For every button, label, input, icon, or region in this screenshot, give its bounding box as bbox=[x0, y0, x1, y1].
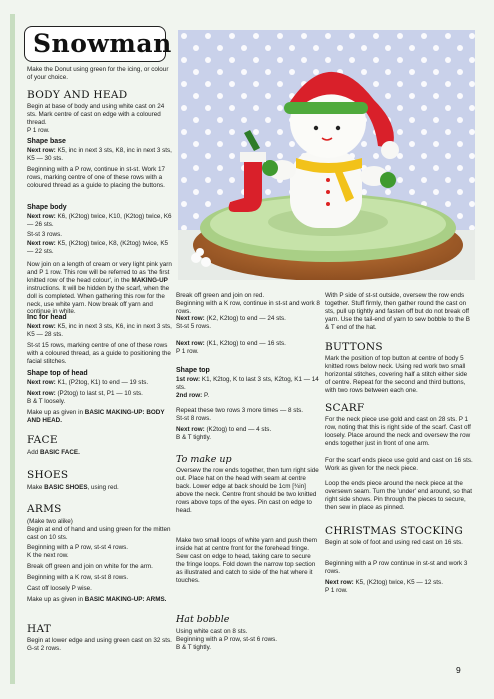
heading-body-and-head: BODY AND HEAD bbox=[27, 89, 128, 101]
heading-face: FACE bbox=[27, 434, 58, 446]
paragraph: Repeat these two rows 3 more times — 8 sts. St-st 8 rows. bbox=[176, 407, 304, 422]
paragraph: Loop the ends piece around the neck piece at the oversewn seam. Turn the 'under' end around, so that right side shows. Pin through the pieces to secure, then sew in place as pinned. bbox=[325, 480, 472, 511]
instruction-row: Next row: K1, (P2tog, K1) to end — 19 sts. bbox=[27, 379, 149, 386]
instruction-row: Next row: (K2tog) to end — 4 sts. B & T tightly. bbox=[176, 426, 272, 441]
heading-hat: HAT bbox=[27, 623, 52, 635]
paragraph: With P side of st-st outside, oversew the row ends together. Stuff firmly, then gather round the cast on sts, pull up tightly and fasten off but do not break off yarn. Use the tail-end of yarn to sew bobble to the B & T end of the hat. bbox=[325, 292, 470, 331]
title-box bbox=[24, 26, 172, 62]
heading-buttons: BUTTONS bbox=[325, 341, 383, 353]
heading-scarf: SCARF bbox=[325, 402, 365, 414]
paragraph: St-st 15 rows, marking centre of one of these rows with a coloured thread, as a guide to positioning the facial stitches. bbox=[27, 342, 171, 365]
instruction-row: Next row: K6, (K2tog) twice, K10, (K2tog) twice, K6 — 26 sts. bbox=[27, 213, 172, 228]
paragraph: Oversew the row ends together, then turn right side out. Place hat on the head with seam at centre back. Lower edge at back should be 1cm [¾in] above the neck. Centre front should be two knitted rows above tops of the eyes. Pin cast on edge to head. bbox=[176, 467, 319, 514]
instruction-row: Next row: (K2, K2tog) to end — 24 sts. St-st 5 rows. bbox=[176, 315, 286, 330]
paragraph: Beginning with a P row continue in st-st and work 3 rows. bbox=[325, 560, 468, 575]
subheading-shape-top: Shape top bbox=[176, 367, 210, 374]
paragraph: Cast off loosely P wise. bbox=[27, 585, 92, 592]
paragraph: Now join on a length of cream or very light pink yarn and P 1 row. This row will be referred to as 'the first knitted row of the head colour', in the MAKING-UP instructions. It will be hidden by the scarf, when the doll is completed. When gathering this row for the neck, use white yarn. Now break off yarn and continue in white. bbox=[27, 261, 172, 316]
paragraph: Make up as given in BASIC MAKING-UP: BODY AND HEAD. bbox=[27, 409, 165, 424]
instruction-row: 1st row: K1, K2tog, K to last 3 sts, K2tog, K1 — 14 sts. 2nd row: P. bbox=[176, 376, 319, 399]
page-frame-border bbox=[10, 14, 15, 684]
paragraph: Make two small loops of white yarn and push them inside hat at centre front for the forehead fringe. Sew cast on edge to head, taking care to secure the fringe loops. Fold down the narrow top section as illustrated and catch to side of the hat where it touches. bbox=[176, 537, 318, 584]
subheading-shape-body: Shape body bbox=[27, 204, 67, 211]
paragraph: For the neck piece use gold and cast on 28 sts. P 1 row, noting that this is right side of the scarf. Cast off loosely. Place around the neck and oversew the row ends together just in front of one arm. bbox=[325, 416, 471, 447]
snowman-illustration bbox=[178, 30, 475, 280]
intro-text: Make the Donut using green for the icing, or colour of your choice. bbox=[27, 66, 169, 81]
heading-hat-bobble: Hat bobble bbox=[176, 614, 230, 625]
instruction-row: Next row: (P2tog) to last st, P1 — 10 sts. B & T loosely. bbox=[27, 390, 143, 405]
heading-arms: ARMS bbox=[27, 503, 62, 515]
heading-shoes: SHOES bbox=[27, 469, 69, 481]
paragraph: Break off green and join on white for the arm. bbox=[27, 563, 153, 570]
instruction-row: Next row: K5, inc in next 3 sts, K6, inc in next 3 sts, K5 — 28 sts. bbox=[27, 323, 172, 338]
paragraph: For the scarf ends piece use gold and cast on 16 sts. Work as given for the neck piece. bbox=[325, 457, 473, 472]
paragraph: Beginning with a P row, st-st 4 rows. K the next row. bbox=[27, 544, 129, 559]
instruction-row: Next row: K5, inc in next 3 sts, K8, inc in next 3 sts, K5 — 30 sts. bbox=[27, 147, 172, 162]
paragraph: Begin at sole of foot and using red cast on 16 sts. bbox=[325, 539, 463, 546]
instruction-row: Next row: K5, (K2tog) twice, K5 — 12 sts. P 1 row. bbox=[325, 579, 443, 594]
paragraph: Begin at lower edge and using green cast on 32 sts. G-st 2 rows. bbox=[27, 637, 172, 652]
paragraph: Make BASIC SHOES, using red. bbox=[27, 484, 119, 491]
paragraph: Mark the position of top button at centre of body 5 knitted rows below neck. Using red work two small horizontal stitches, covering half a stitch either side of centre. Repeat for the second and third buttons, with two rows between each one. bbox=[325, 355, 468, 394]
paragraph: Beginning with a P row, continue in st-st. Work 17 rows, marking centre of one of these rows with a coloured thread as a guide to placing the buttons. bbox=[27, 166, 166, 189]
paragraph: Add BASIC FACE. bbox=[27, 449, 80, 456]
paragraph: Begin at base of body and using white cast on 24 sts. Mark centre of cast on edge with a coloured thread. P 1 row. bbox=[27, 103, 165, 134]
subheading-shape-base: Shape base bbox=[27, 138, 66, 145]
snowman-photo bbox=[178, 30, 475, 280]
page-title: Snowman bbox=[33, 29, 172, 58]
subheading-inc-for-head: Inc for head bbox=[27, 314, 67, 321]
heading-christmas-stocking: CHRISTMAS STOCKING bbox=[325, 525, 464, 537]
instruction-row: Next row: (K1, K2tog) to end — 16 sts. P 1 row. bbox=[176, 340, 286, 355]
paragraph: Make up as given in BASIC MAKING-UP: ARMS. bbox=[27, 596, 167, 603]
paragraph: St-st 3 rows. bbox=[27, 231, 62, 238]
paragraph: Using white cast on 8 sts. Beginning with a P row, st-st 6 rows. B & T tightly. bbox=[176, 628, 278, 651]
instruction-row: Next row: K5, (K2tog) twice, K8, (K2tog) twice, K5 — 22 sts. bbox=[27, 240, 169, 255]
paragraph: Beginning with a K row, st-st 8 rows. bbox=[27, 574, 129, 581]
paragraph: (Make two alike) Begin at end of hand and using green for the mitten cast on 10 sts. bbox=[27, 518, 171, 541]
heading-to-make-up: To make up bbox=[176, 454, 232, 465]
subheading-shape-top-of-head: Shape top of head bbox=[27, 370, 88, 377]
page-number: 9 bbox=[456, 665, 461, 675]
paragraph: Break off green and join on red. Beginning with a K row, continue in st-st and work 8 rows. bbox=[176, 292, 320, 315]
